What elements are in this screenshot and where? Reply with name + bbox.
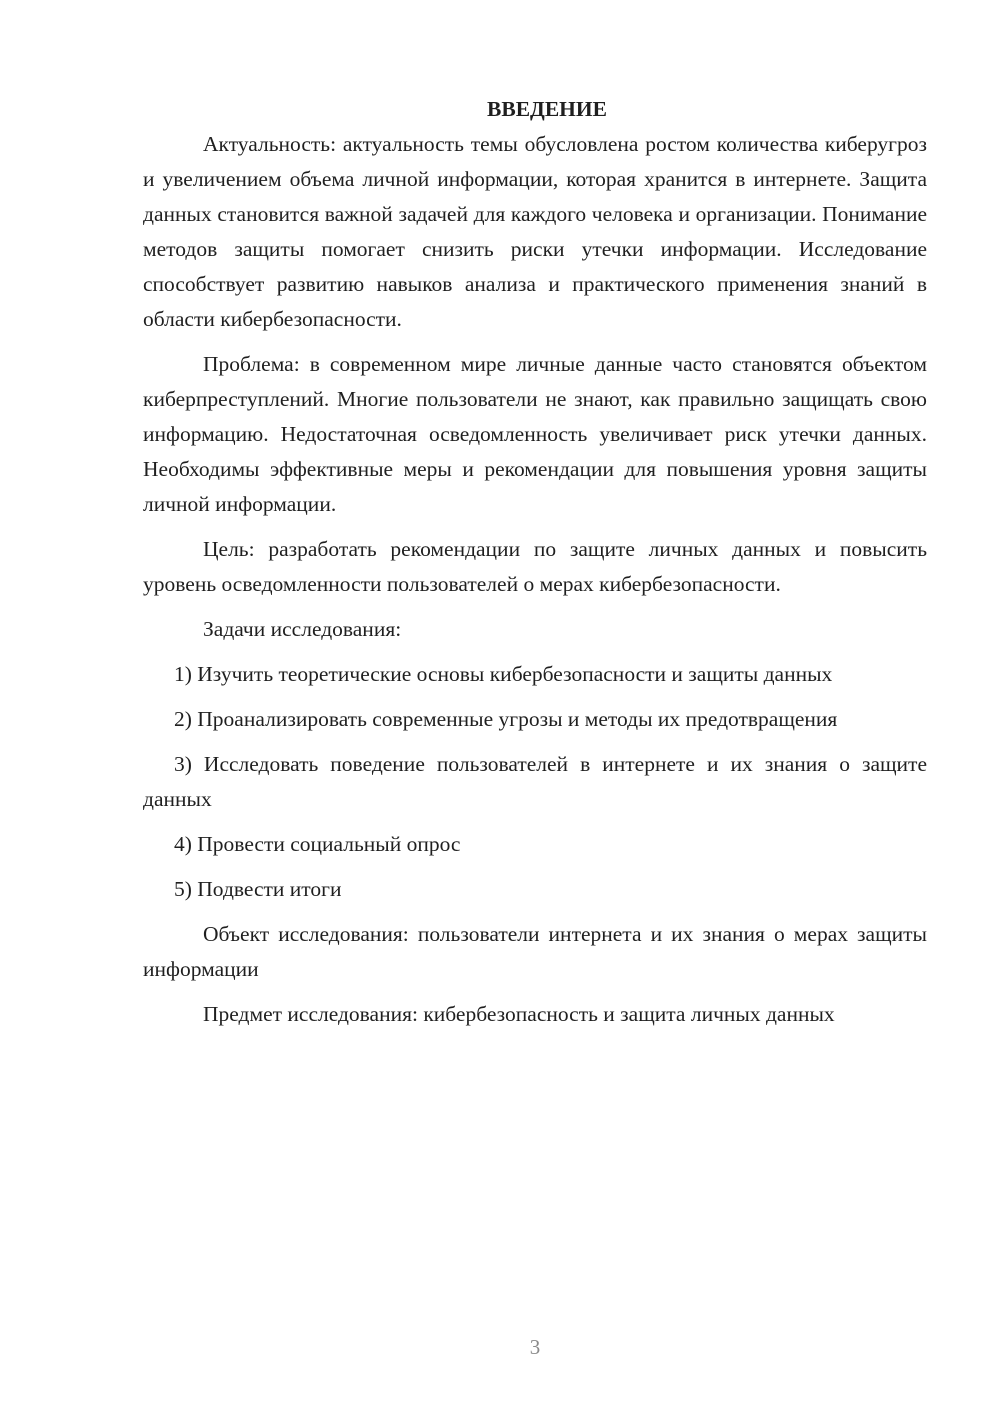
goal-paragraph: Цель: разработать рекомендации по защите личных данных и повысить уровень осведомленности пользователей о мерах кибербезопасности.	[143, 537, 927, 596]
page-number: 3	[529, 1335, 541, 1359]
page-content	[143, 92, 927, 1032]
relevance-paragraph: Актуальность: актуальность темы обусловлена ростом количества киберугроз и увеличением объема личной информации, которая хранится в интернете. Защита данных становится важной задачей для каждого человека и организации. Понимание методов защиты помогает снизить риски утечки информации. Исследование способствует развитию навыков анализа и практического применения знаний в области кибербезопасности.	[143, 132, 927, 331]
task-item-4: 4) Провести социальный опрос	[174, 832, 461, 856]
task-item-5: 5) Подвести итоги	[174, 877, 342, 901]
problem-paragraph: Проблема: в современном мире личные данные часто становятся объектом киберпреступлений. Многие пользователи не знают, как правильно защищать свою информацию. Недостаточная осведомленность увеличивает риск утечки данных. Необходимы эффективные меры и рекомендации для повышения уровня защиты личной информации.	[143, 352, 927, 516]
task-item-1: 1) Изучить теоретические основы кибербезопасности и защиты данных	[174, 662, 833, 686]
task-item-3: 3) Исследовать поведение пользователей в интернете и их знания о защите данных	[143, 752, 927, 811]
tasks-title: Задачи исследования:	[203, 617, 402, 641]
subject-paragraph: Предмет исследования: кибербезопасность и защита личных данных	[203, 1002, 835, 1026]
object-paragraph: Объект исследования: пользователи интернета и их знания о мерах защиты информации	[143, 922, 927, 981]
task-item-2: 2) Проанализировать современные угрозы и методы их предотвращения	[174, 707, 838, 731]
section-heading: ВВЕДЕНИЕ	[487, 97, 607, 121]
